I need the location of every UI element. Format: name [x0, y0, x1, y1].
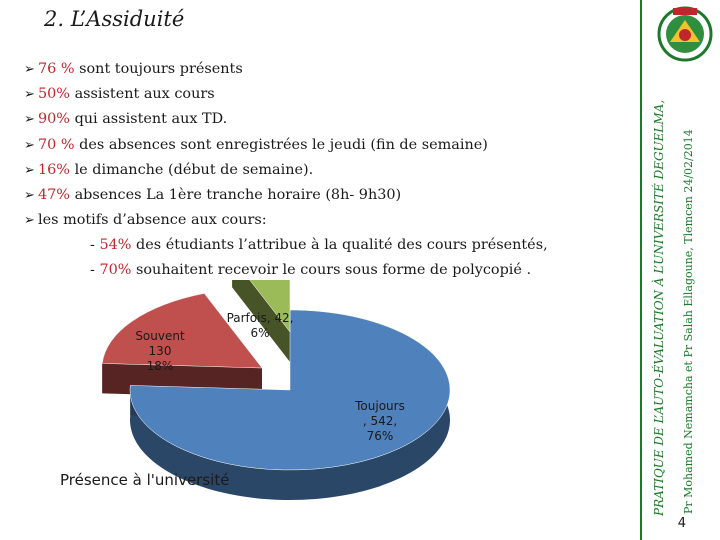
bullet-percent: 76 %: [38, 61, 75, 77]
bullet-text: absences La 1ère tranche horaire (8h- 9h30): [70, 187, 402, 204]
arrow-bullet-icon: ➢: [24, 137, 35, 153]
slide-title: 2. L’Assiduité: [44, 7, 185, 31]
arrow-bullet-icon: ➢: [24, 188, 35, 204]
sub-bullet-text: souhaitent recevoir le cours sous forme de polycopié .: [131, 261, 532, 278]
sidebar-line-1: PRATIQUE DE L’AUTO-ÉVALUATION À L’UNIVERSITÉ DEGUELMA,: [652, 99, 666, 516]
chart-title: Présence à l'université: [60, 471, 230, 489]
bullet-text: les motifs d’absence aux cours:: [38, 212, 267, 229]
bullet-text: assistent aux cours: [70, 86, 215, 103]
sub-bullet-item: [24, 258, 624, 282]
sidebar-line-2: Pr Mohamed Nemamcha et Pr Salah Ellagoune, Tlemcen 24/02/2014: [682, 129, 695, 514]
page-number: 4: [677, 516, 686, 531]
bullet-item: [24, 82, 624, 107]
arrow-bullet-icon: ➢: [24, 213, 35, 229]
bullet-text: qui assistent aux TD.: [70, 111, 228, 128]
sub-bullet-item: [24, 233, 624, 257]
pie-label-souvent: Souvent 130 18%: [135, 329, 185, 373]
bullet-text: des absences sont enregistrées le jeudi (fin de semaine): [74, 136, 488, 153]
bullet-item: [24, 208, 624, 233]
arrow-bullet-icon: ➢: [24, 87, 35, 103]
bullet-item: [24, 133, 624, 158]
attendance-pie-chart: [50, 280, 490, 530]
sub-bullet-percent: 70%: [99, 261, 132, 278]
pie-label-toujours: Toujours , 542, 76%: [355, 399, 405, 443]
bullet-percent: 50%: [38, 86, 70, 103]
sidebar-vertical-text: [652, 72, 712, 516]
bullet-percent: 70 %: [38, 136, 75, 153]
bullet-percent: 47%: [38, 187, 70, 204]
arrow-bullet-icon: ➢: [24, 62, 35, 77]
bullet-item: [24, 183, 624, 208]
arrow-bullet-icon: ➢: [24, 162, 35, 178]
arrow-bullet-icon: ➢: [24, 112, 35, 128]
sub-bullet-dash: -: [90, 237, 100, 254]
sub-bullet-percent: 54%: [99, 237, 132, 254]
sub-bullet-text: des étudiants l’attribue à la qualité des cours présentés,: [131, 237, 548, 254]
bullet-percent: 90%: [38, 111, 70, 128]
bullet-list: [24, 57, 624, 282]
bullet-item: [24, 107, 624, 132]
university-seal-icon: [656, 4, 714, 64]
bullet-item: [24, 158, 624, 183]
bullet-text: le dimanche (début de semaine).: [70, 161, 314, 178]
pie-label-parfois: Parfois, 42, 6%: [226, 311, 294, 340]
bullet-percent: 16%: [38, 161, 70, 178]
sub-bullet-dash: -: [90, 261, 100, 278]
bullet-text: sont toujours présents: [74, 61, 243, 77]
bullet-item: [24, 57, 624, 82]
sidebar: [640, 0, 720, 540]
